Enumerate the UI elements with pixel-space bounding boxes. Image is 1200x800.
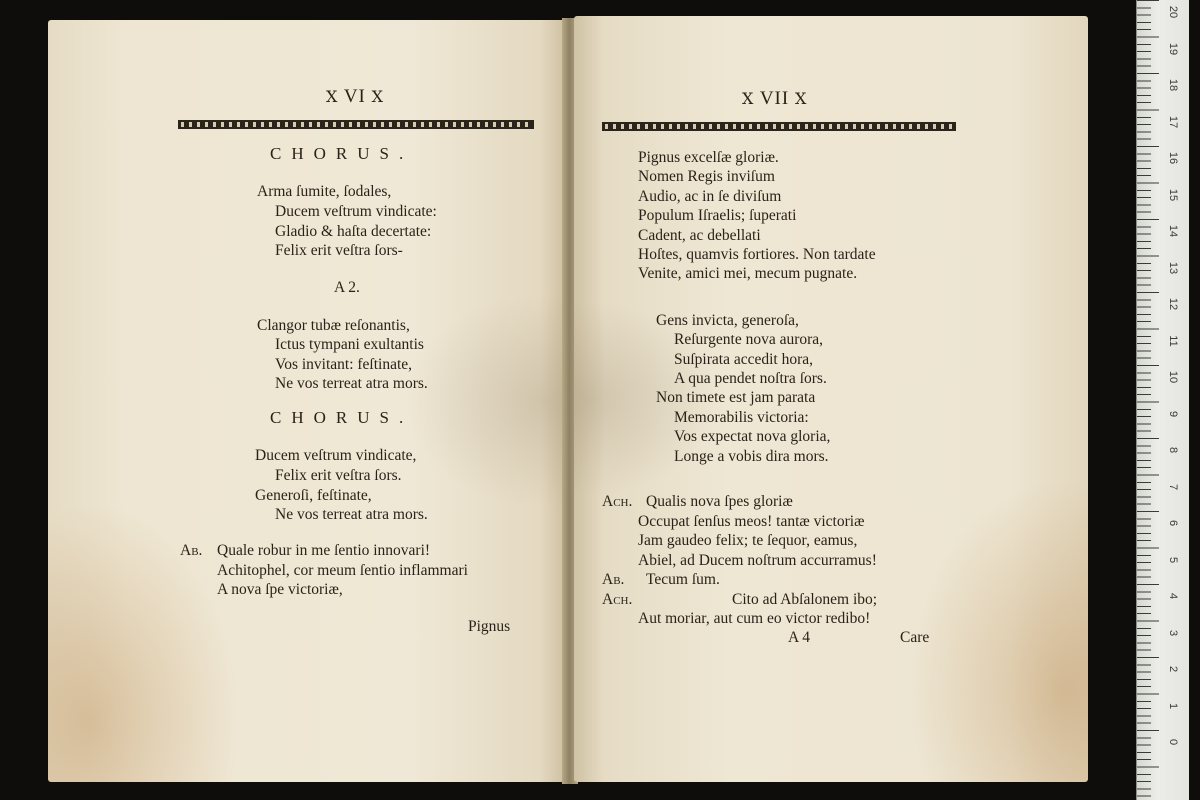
ruler-number: 1 bbox=[1167, 702, 1179, 709]
verse-line: Longe a vobis dira mors. bbox=[674, 448, 829, 465]
duet-label: A 2. bbox=[334, 279, 360, 296]
speech-line: Tecum ſum. bbox=[646, 571, 720, 588]
verse-line: Ducem veſtrum vindicate, bbox=[255, 447, 417, 464]
verse-line: Felix erit veſtra ſors. bbox=[275, 467, 402, 484]
header-bracket-left: Ⅹ bbox=[742, 91, 755, 108]
catchword: Care bbox=[900, 629, 930, 646]
verse-line: Clangor tubæ reſonantis, bbox=[257, 317, 410, 334]
speaker-label: Ab. bbox=[180, 542, 203, 559]
verse-line: Hoſtes, quamvis fortiores. Non tardate bbox=[638, 246, 876, 263]
speaker-label: Ach. bbox=[602, 591, 633, 608]
speech-line: A nova ſpe victoriæ, bbox=[217, 581, 343, 598]
right-page-header bbox=[742, 88, 807, 110]
verse-line: Gens invicta, generoſa, bbox=[656, 312, 799, 329]
verse-line: Arma ſumite, ſodales, bbox=[257, 183, 392, 200]
verse-line: Ne vos terreat atra mors. bbox=[275, 375, 428, 392]
ruler-number: 19 bbox=[1167, 42, 1179, 55]
ruler-number: 14 bbox=[1167, 224, 1179, 238]
page-number: VI bbox=[343, 86, 366, 107]
ruler-number: 2 bbox=[1167, 665, 1179, 673]
verse-line: Populum Iſraelis; ſuperati bbox=[638, 207, 797, 224]
verse-line: Felix erit veſtra ſors- bbox=[275, 242, 403, 259]
ruler-number: 15 bbox=[1167, 188, 1179, 201]
left-page bbox=[48, 20, 566, 782]
ruler-number: 3 bbox=[1167, 629, 1179, 636]
speaker-label: Ach. bbox=[602, 493, 633, 510]
header-ornament bbox=[178, 120, 534, 129]
header-ornament bbox=[602, 122, 956, 131]
ruler-number: 13 bbox=[1167, 261, 1179, 274]
left-page-header bbox=[326, 86, 384, 108]
ruler-number: 16 bbox=[1167, 151, 1179, 165]
speech-line: Jam gaudeo felix; te ſequor, eamus, bbox=[638, 532, 858, 549]
ruler-number: 18 bbox=[1167, 78, 1179, 92]
page-number: VII bbox=[759, 88, 790, 109]
speech-line: Achitophel, cor meum ſentio inflammari bbox=[217, 562, 468, 579]
verse-line: Nomen Regis inviſum bbox=[638, 168, 775, 185]
speech-line: Qualis nova ſpes gloriæ bbox=[646, 493, 793, 510]
ruler-number: 11 bbox=[1167, 334, 1179, 347]
speech-line: Aut moriar, aut cum eo victor redibo! bbox=[638, 610, 871, 627]
chorus-heading: CHORUS. bbox=[270, 144, 414, 163]
ruler-number: 5 bbox=[1167, 556, 1179, 563]
header-bracket-left: Ⅹ bbox=[326, 89, 339, 106]
speaker-label: Ab. bbox=[602, 571, 625, 588]
verse-line: Ictus tympani exultantis bbox=[275, 336, 424, 353]
verse-line: Venite, amici mei, mecum pugnate. bbox=[638, 265, 858, 282]
verse-line: Memorabilis victoria: bbox=[674, 409, 809, 426]
verse-line: Suſpirata accedit hora, bbox=[674, 351, 814, 368]
ruler-number: 0 bbox=[1167, 738, 1179, 746]
verse-line: Vos invitant: feſtinate, bbox=[275, 356, 413, 373]
verse-line: Gladio & haſta decertate: bbox=[275, 223, 432, 240]
ruler-number: 6 bbox=[1167, 519, 1179, 527]
ruler-number: 20 bbox=[1167, 5, 1179, 19]
verse-line: Vos expectat nova gloria, bbox=[674, 428, 831, 445]
ruler-major-ticks bbox=[1137, 0, 1159, 800]
speech-line: Cito ad Abſalonem ibo; bbox=[732, 591, 878, 608]
signature-mark: A 4 bbox=[788, 629, 810, 646]
chorus-heading: CHORUS. bbox=[270, 408, 414, 427]
ruler-number: 10 bbox=[1167, 370, 1179, 384]
speech-line: Abiel, ad Ducem noſtrum accurramus! bbox=[638, 552, 877, 569]
ruler-number: 7 bbox=[1167, 483, 1179, 490]
verse-line: Reſurgente nova aurora, bbox=[674, 331, 824, 348]
speech-line: Occupat ſenſus meos! tantæ victoriæ bbox=[638, 513, 865, 530]
verse-line: Audio, ac in ſe diviſum bbox=[638, 188, 782, 205]
ruler-number: 17 bbox=[1167, 115, 1179, 128]
verse-line: Generoſi, feſtinate, bbox=[255, 487, 372, 504]
speech-line: Quale robur in me ſentio innovari! bbox=[217, 542, 431, 559]
ruler-number: 12 bbox=[1167, 297, 1179, 311]
right-page bbox=[574, 16, 1088, 782]
ruler-number: 4 bbox=[1167, 592, 1179, 600]
ruler-number: 9 bbox=[1167, 410, 1179, 417]
verse-line: Non timete est jam parata bbox=[656, 389, 816, 406]
verse-line: Ne vos terreat atra mors. bbox=[275, 506, 428, 523]
verse-line: Cadent, ac debellati bbox=[638, 227, 761, 244]
measurement-ruler bbox=[1136, 0, 1189, 800]
ruler-number: 8 bbox=[1167, 446, 1179, 454]
catchword: Pignus bbox=[468, 618, 511, 635]
verse-line: A qua pendet noſtra ſors. bbox=[674, 370, 827, 387]
header-bracket-right: Ⅹ bbox=[794, 91, 808, 108]
header-bracket-right: Ⅹ bbox=[371, 89, 385, 106]
verse-line: Pignus excelſæ gloriæ. bbox=[638, 149, 779, 166]
verse-line: Ducem veſtrum vindicate: bbox=[275, 203, 437, 220]
